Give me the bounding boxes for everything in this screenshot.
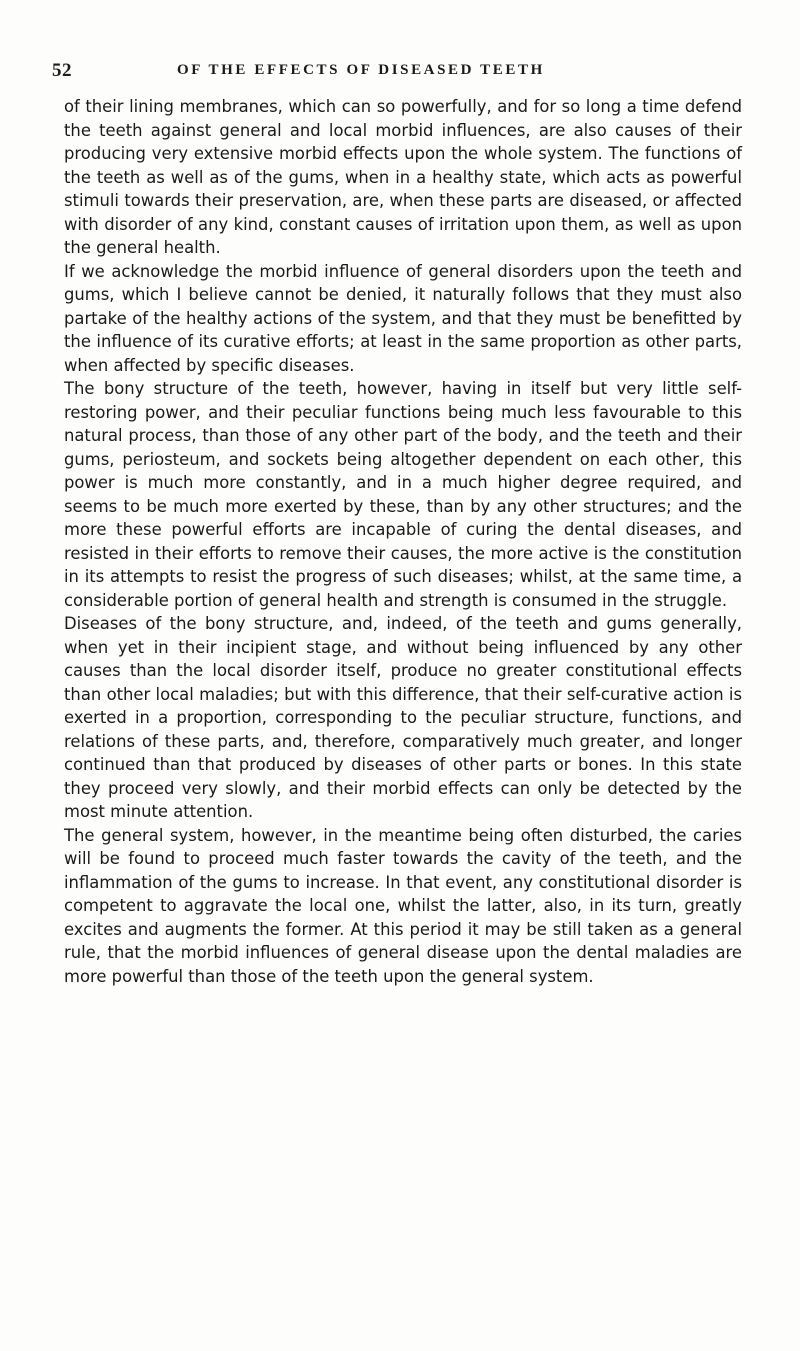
page-number: 52 [52,60,72,81]
paragraph: The bony structure of the teeth, however, having in itself but very little self-restoring power, and their peculiar functions being much less favourable to this natural process, than those of any other part of the body, and the teeth and their gums, periosteum, and sockets being altogether dependent on each other, this power is much more constantly, and in a much higher degree required, and seems to be much more exerted by these, than by any other structures; and the more these powerful efforts are incapable of curing the dental diseases, and resisted in their efforts to remove their causes, the more active is the constitution in its attempts to resist the progress of such diseases; whilst, at the same time, a considerable portion of general health and strength is consumed in the struggle. [64,379,742,610]
paragraph: of their lining membranes, which can so powerfully, and for so long a time defend the teeth against general and local morbid influences, are also causes of their producing very extensive morbid effects upon the whole system. The functions of the teeth as well as of the gums, when in a healthy state, which acts as powerful stimuli towards their preservation, are, when these parts are diseased, or affected with disorder of any kind, constant causes of irritation upon them, as well as upon the general health. [64,97,742,257]
running-head: OF THE EFFECTS OF DISEASED TEETH [177,62,545,78]
body-text [64,95,742,988]
paragraph: Diseases of the bony structure, and, indeed, of the teeth and gums generally, when yet in their incipient stage, and without being influenced by any other causes than the local disorder itself, produce no greater constitutional effects than other local maladies; but with this difference, that their self-curative action is exerted in a proportion, corresponding to the peculiar structure, functions, and relations of these parts, and, therefore, comparatively much greater, and longer continued than that produced by diseases of other parts or bones. In this state they proceed very slowly, and their morbid effects can only be detected by the most minute attention. [64,614,742,821]
paragraph: The general system, however, in the meantime being often disturbed, the caries will be found to proceed much faster towards the cavity of the teeth, and the inflammation of the gums to increase. In that event, any constitutional disorder is competent to aggravate the local one, whilst the latter, also, in its turn, greatly excites and augments the former. At this period it may be still taken as a general rule, that the morbid influences of general disease upon the dental maladies are more powerful than those of the teeth upon the general system. [64,825,742,986]
paragraph: If we acknowledge the morbid influence of general disorders upon the teeth and gums, which I believe cannot be denied, it naturally follows that they must also partake of the healthy actions of the system, and that they must be benefitted by the influence of its curative efforts; at least in the same proportion as other parts, when affected by specific diseases. [64,261,742,375]
page-header [52,60,742,84]
